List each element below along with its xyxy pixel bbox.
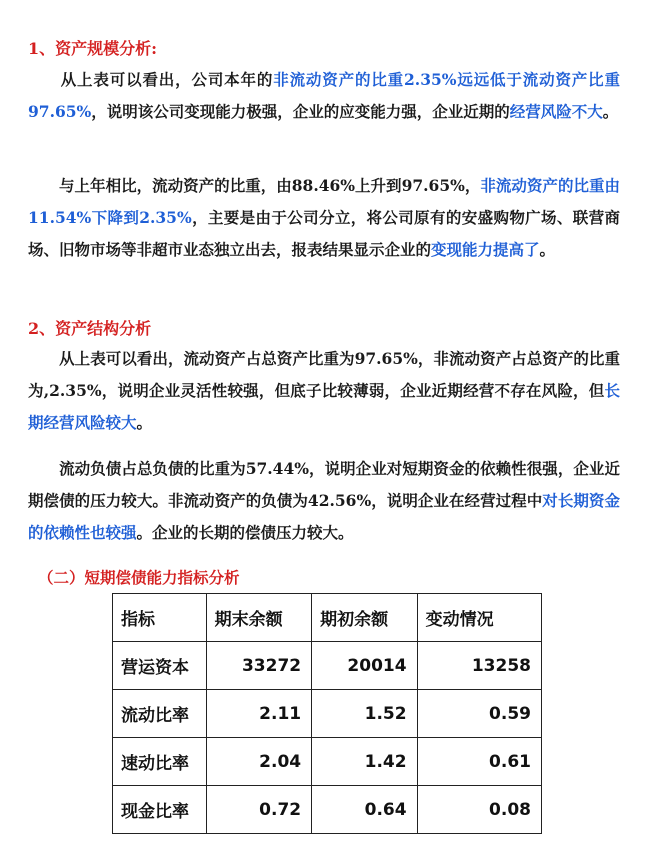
table-header-cell: 变动情况 [417,594,541,642]
table-cell: 1.42 [312,738,417,786]
body-text: 。企业的长期的偿债压力较大。 [136,523,354,542]
body-text: 从上表可以看出，流动资产占总资产比重为97.65%，非流动资产占总资产的比重为,2.35%，说明企业灵活性较强，但底子比较薄弱，企业近期经营不存在风险，但 [28,349,620,400]
section-heading-asset-structure: 2、资产结构分析 [28,319,152,338]
table-header-cell: 期末余额 [206,594,311,642]
body-text: 。 [539,240,556,259]
body-text: 。 [602,102,619,121]
table-cell: 20014 [312,642,417,690]
table-cell: 33272 [206,642,311,690]
table-cell: 1.52 [312,690,417,738]
body-text: 与上年相比，流动资产的比重，由88.46%上升到97.65%， [28,176,481,195]
table-row [113,642,542,690]
table-cell: 0.72 [206,786,311,834]
highlighted-text: 对长期资金的依赖性也较强 [28,491,620,542]
section-heading-asset-scale: 1、资产规模分析: [28,39,158,58]
highlighted-text: 非流动资产的比重由11.54%下降到2.35% [28,176,620,227]
body-text: 流动负债占总负债的比重为57.44%，说明企业对短期资金的依赖性很强，企业近期偿债的压力较大。非流动资产的负债为42.56%，说明企业在经营过程中 [28,459,620,510]
section-heading-short-term-solvency: （二）短期偿债能力指标分析 [38,568,240,587]
table-row [113,690,542,738]
table-cell-label: 流动比率 [113,690,207,738]
table-cell: 0.59 [417,690,541,738]
table-row [113,738,542,786]
table-cell-label: 营运资本 [113,642,207,690]
table-header-cell: 期初余额 [312,594,417,642]
table-cell: 2.11 [206,690,311,738]
table-cell: 0.64 [312,786,417,834]
table-row [113,786,542,834]
highlighted-text: 变现能力提高了 [431,240,540,259]
table-cell: 0.08 [417,786,541,834]
paragraph-asset-structure-1 [28,343,620,439]
table-header-row [113,594,542,642]
paragraph-asset-scale-2 [28,170,620,266]
table-cell: 13258 [417,642,541,690]
body-text: ，主要是由于公司分立，将公司原有的安盛购物广场、联营商场、旧物市场等非超市业态独立出去，报表结果显示企业的 [28,208,620,259]
highlighted-text: 经营风险不大 [509,102,603,121]
highlighted-text: 长期经营风险较大 [28,381,620,432]
body-text: 从上表可以看出，公司本年的 [28,70,274,89]
body-text: 。 [136,413,153,432]
table-cell-label: 速动比率 [113,738,207,786]
paragraph-asset-scale-1 [28,64,620,128]
table-cell: 0.61 [417,738,541,786]
paragraph-asset-structure-2 [28,453,620,549]
body-text: ，说明该公司变现能力极强，企业的应变能力强，企业近期的 [91,102,510,121]
table-cell-label: 现金比率 [113,786,207,834]
table-header-cell: 指标 [113,594,207,642]
highlighted-text: 非流动资产的比重2.35%远远低于流动资产比重97.65% [28,70,620,121]
table-cell: 2.04 [206,738,311,786]
solvency-metrics-table [112,593,542,834]
